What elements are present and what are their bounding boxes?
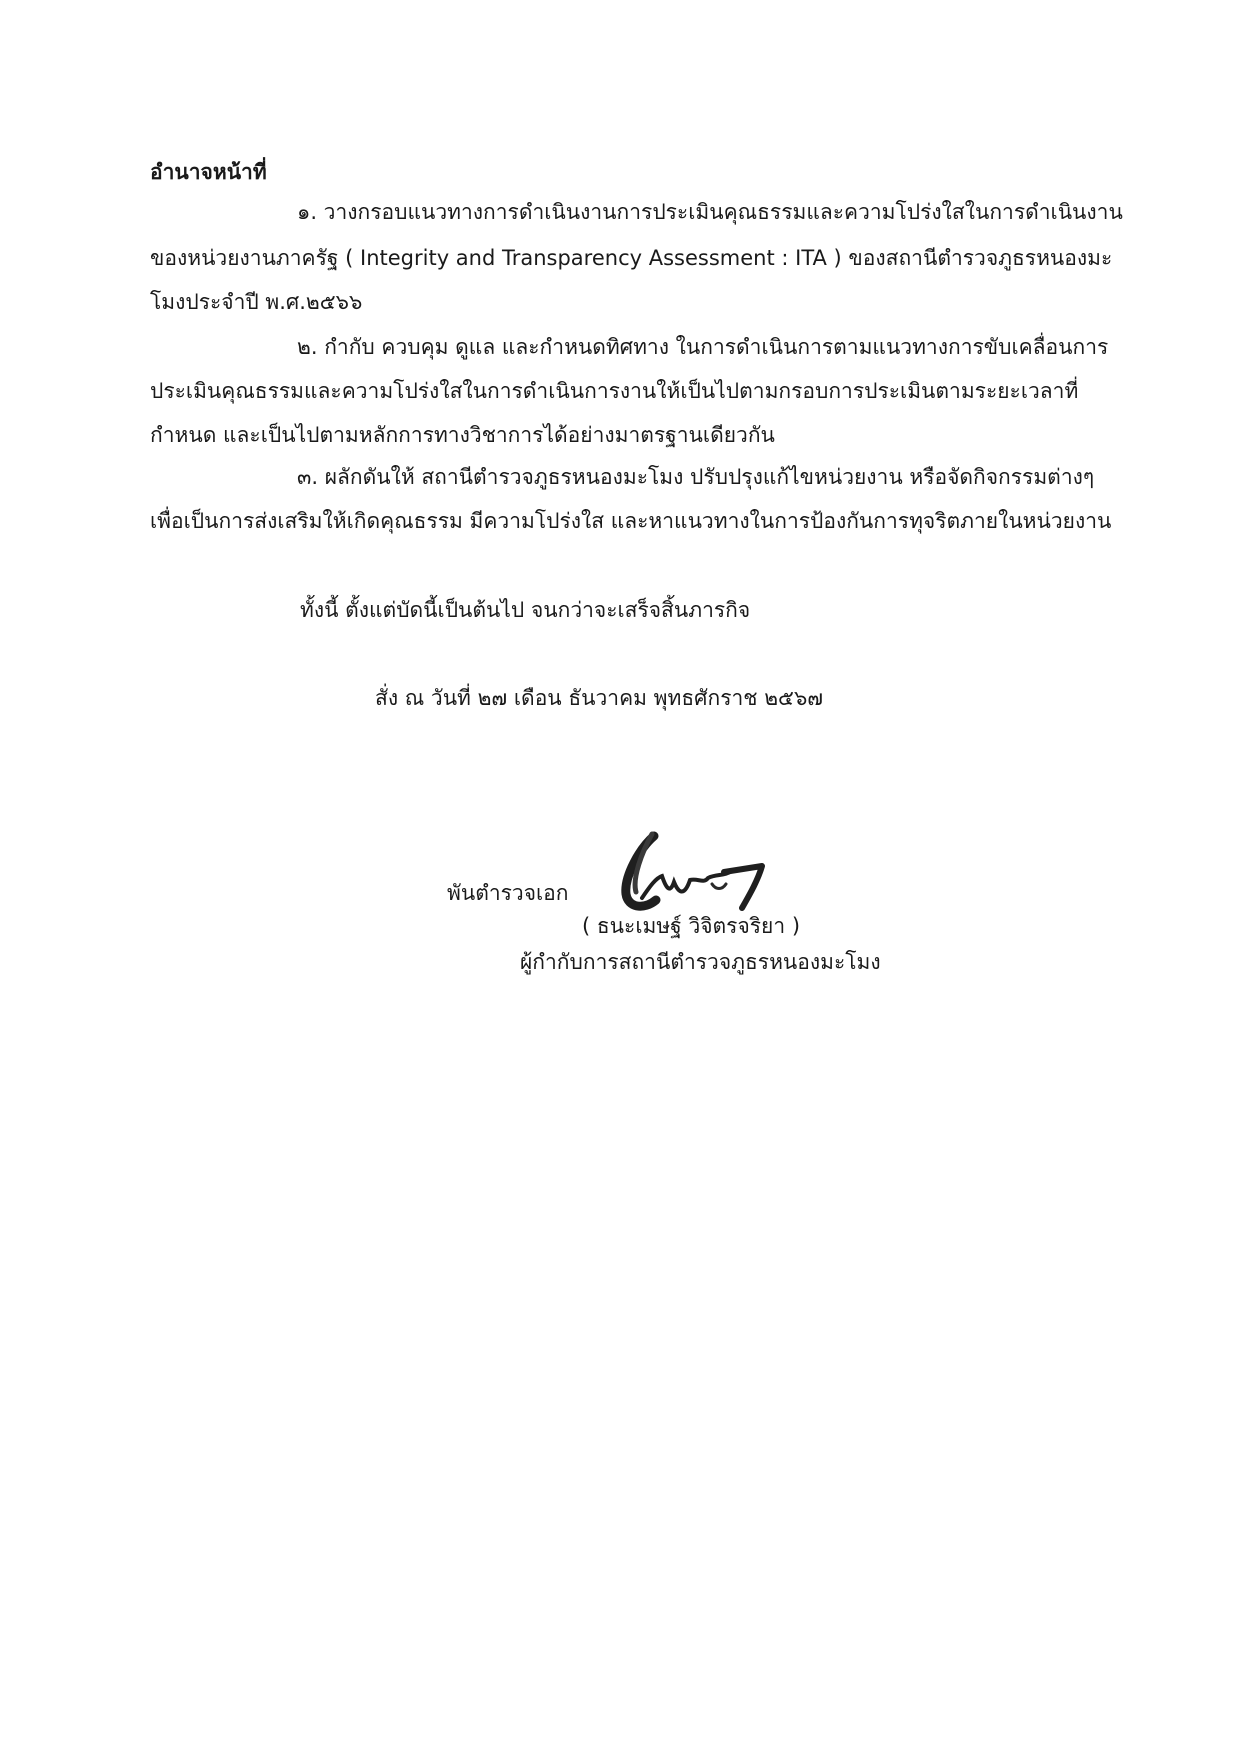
order-date-line: สั่ง ณ วันที่ ๒๗ เดือน ธันวาคม พุทธศักราช ๒๕๖๗ <box>375 686 824 710</box>
signature-image <box>612 828 782 918</box>
paragraph-1-line-2: ของหน่วยงานภาครัฐ ( Integrity and Transparency Assessment : ITA ) ของสถานีตำรวจภูธรหนองมะ <box>150 246 1113 270</box>
signer-name: ( ธนะเมษฐ์ วิจิตรจริยา ) <box>582 914 801 938</box>
paragraph-2-line-1: ๒. กำกับ ควบคุม ดูแล และกำหนดทิศทาง ในการดำเนินการตามแนวทางการขับเคลื่อนการ <box>297 335 1109 359</box>
paragraph-2-line-2: ประเมินคุณธรรมและความโปร่งใสในการดำเนินการงานให้เป็นไปตามกรอบการประเมินตามระยะเวลาที่ <box>150 379 1079 403</box>
section-heading: อำนาจหน้าที่ <box>150 160 267 184</box>
signer-rank: พันตำรวจเอก <box>447 881 569 905</box>
paragraph-3-line-1: ๓. ผลักดันให้ สถานีตำรวจภูธรหนองมะโมง ปรับปรุงแก้ไขหน่วยงาน หรือจัดกิจกรรมต่างๆ <box>297 465 1095 489</box>
paragraph-1-line-3: โมงประจำปี พ.ศ.๒๕๖๖ <box>150 290 363 314</box>
paragraph-1-line-1: ๑. วางกรอบแนวทางการดำเนินงานการประเมินคุณธรรมและความโปร่งใสในการดำเนินงาน <box>297 200 1123 224</box>
effective-clause: ทั้งนี้ ตั้งแต่บัดนี้เป็นต้นไป จนกว่าจะเสร็จสิ้นภารกิจ <box>300 598 751 622</box>
paragraph-2-line-3: กำหนด และเป็นไปตามหลักการทางวิชาการได้อย่างมาตรฐานเดียวกัน <box>150 423 775 447</box>
signer-position: ผู้กำกับการสถานีตำรวจภูธรหนองมะโมง <box>520 950 881 974</box>
paragraph-3-line-2: เพื่อเป็นการส่งเสริมให้เกิดคุณธรรม มีความโปร่งใส และหาแนวทางในการป้องกันการทุจริตภายในหน่วยงาน <box>150 509 1112 533</box>
